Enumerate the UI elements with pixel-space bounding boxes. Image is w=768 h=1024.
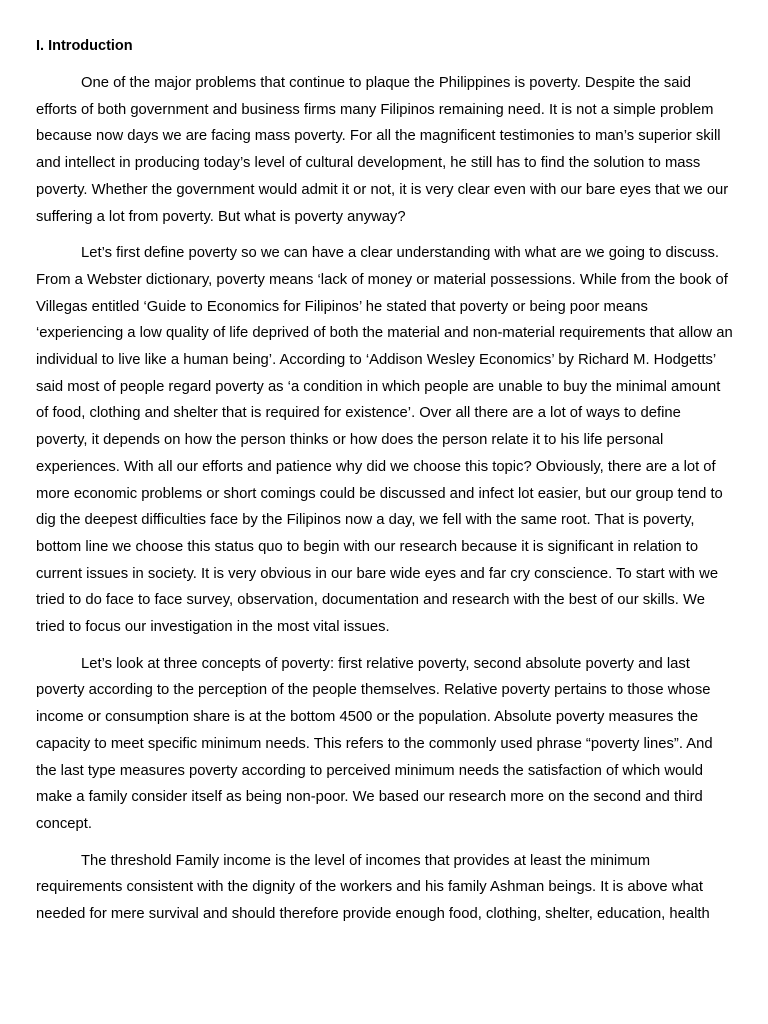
paragraph-intro: One of the major problems that continue to plaque the Philippines is poverty. Despite the said efforts of both government and business firms many Filipinos remaining need. It is not a simple problem because now days we are facing mass poverty. For all the magnificent testimonies to man’s superior skill and intellect in producing today’s level of cultural development, he still has to find the solution to mass poverty. Whether the government would admit it or not, it is very clear even with our bare eyes that we our suffering a lot from poverty. But what is poverty anyway?: [36, 75, 729, 225]
section-heading: I. Introduction: [36, 38, 133, 54]
paragraph-definition: Let’s first define poverty so we can have a clear understanding with what are we going to discuss. From a Webster dictionary, poverty means ‘lack of money or material possessions. While from the book of Villegas entitled ‘Guide to Economics for Filipinos’ he stated that poverty or being poor means ‘experiencing a low quality of life deprived of both the material and non-material requirements that allow an individual to live like a human being’. According to ‘Addison Wesley Economics’ by Richard M. Hodgetts’ said most of people regard poverty as ‘a condition in which people are unable to buy the minimal amount of food, clothing and shelter that is required for existence’. Over all there are a lot of ways to define poverty, it depends on how the person thinks or how does the person relate it to his life personal experiences. With all our efforts and patience why did we choose this topic? Obviously, there are a lot of more economic problems or short comings could be discussed and infect lot easier, but our group tend to dig the deepest difficulties face by the Filipinos now a day, we fell with the same root. That is poverty, bottom line we choose this status quo to begin with our research because it is significant in relation to current issues in society. It is very obvious in our bare wide eyes and far cry conscience. To start with we tried to do face to face survey, observation, documentation and research with the best of our skills. We tried to focus our investigation in the most vital issues.: [36, 245, 733, 636]
paragraph-concepts: Let’s look at three concepts of poverty: first relative poverty, second absolute poverty and last poverty according to the perception of the people themselves. Relative poverty pertains to those whose income or consumption share is at the bottom 4500 or the population. Absolute poverty measures the capacity to meet specific minimum needs. This refers to the commonly used phrase “poverty lines”. And the last type measures poverty according to perceived minimum needs the satisfaction of which would make a family consider itself as being non-poor. We based our research more on the second and third concept.: [36, 655, 713, 832]
paragraph-threshold: The threshold Family income is the level of incomes that provides at least the minimum requirements consistent with the dignity of the workers and his family Ashman beings. It is above what needed for mere survival and should therefore provide enough food, clothing, shelter, education, health: [36, 852, 710, 923]
